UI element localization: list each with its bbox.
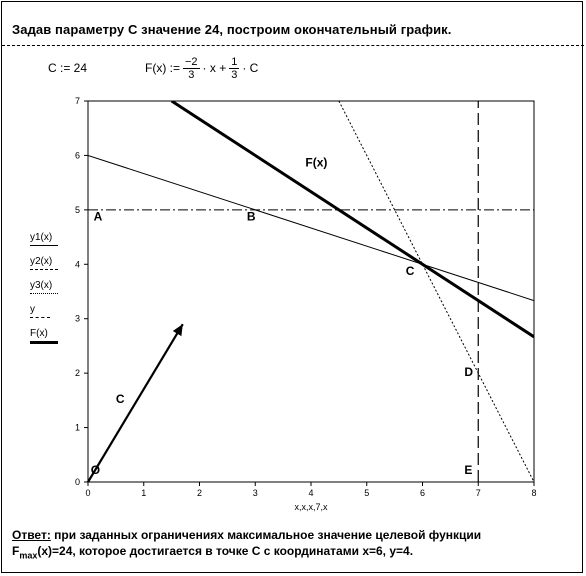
y-tick-label: 7 bbox=[74, 96, 80, 106]
x-axis-label: x,x,x,7,x bbox=[294, 502, 328, 512]
vector-c-line bbox=[88, 324, 183, 482]
point-label-o: O bbox=[90, 462, 101, 477]
y-tick-label: 4 bbox=[74, 259, 80, 270]
point-label-a: A bbox=[93, 209, 103, 224]
point-label-b: B bbox=[246, 209, 256, 224]
fraction-1-num: −2 bbox=[185, 55, 198, 68]
series-line-fx bbox=[172, 101, 534, 337]
f-mid: · x + bbox=[202, 61, 227, 75]
c-assignment: C := 24 bbox=[48, 61, 88, 75]
x-tick-label: 3 bbox=[252, 488, 258, 498]
legend-label: F(x) bbox=[30, 328, 48, 339]
x-tick-label: 8 bbox=[531, 488, 537, 498]
answer-fmax-sub: max bbox=[19, 550, 38, 561]
answer-text-2: (x)=24, которое достигается в точке C с координатами x=6, y=4. bbox=[37, 544, 414, 558]
x-tick-label: 1 bbox=[141, 488, 147, 498]
y-tick-label: 0 bbox=[74, 477, 80, 487]
x-tick-label: 6 bbox=[419, 488, 426, 498]
legend-label: y3(x) bbox=[30, 280, 53, 291]
answer-fmax: F bbox=[12, 544, 20, 558]
legend-label: y2(x) bbox=[30, 256, 53, 267]
fraction-2-den: 3 bbox=[231, 68, 238, 81]
x-tick-label: 2 bbox=[196, 488, 203, 498]
point-label-d: D bbox=[464, 364, 473, 379]
y-tick-label: 2 bbox=[74, 368, 80, 379]
x-tick-label: 0 bbox=[85, 488, 91, 498]
y-tick-label: 1 bbox=[74, 422, 80, 433]
fraction-1-den: 3 bbox=[188, 68, 195, 81]
point-label-fx: F(x) bbox=[305, 155, 328, 170]
heading: Задав параметру C значение 24, построим окончательный график. bbox=[12, 22, 452, 37]
y-tick-label: 5 bbox=[74, 204, 80, 215]
answer-text-1: при заданных ограничениях максимальное значение целевой функции bbox=[50, 528, 482, 542]
point-label-e: E bbox=[464, 462, 473, 477]
f-tail: · C bbox=[242, 61, 259, 75]
answer-lead: Ответ: bbox=[12, 528, 51, 542]
series-line-y1x bbox=[88, 155, 534, 300]
y-tick-label: 3 bbox=[74, 313, 80, 324]
legend-label: y1(x) bbox=[30, 232, 53, 243]
vector-c-label: C bbox=[115, 392, 125, 407]
y-tick-label: 6 bbox=[74, 150, 80, 161]
legend-label: y bbox=[30, 304, 35, 315]
answer bbox=[12, 527, 577, 563]
f-name: F(x) := bbox=[145, 61, 180, 75]
x-tick-label: 5 bbox=[364, 488, 370, 498]
x-tick-label: 4 bbox=[308, 488, 314, 498]
fraction-2-num: 1 bbox=[231, 55, 238, 68]
point-label-c: C bbox=[405, 264, 415, 279]
x-tick-label: 7 bbox=[475, 488, 481, 498]
